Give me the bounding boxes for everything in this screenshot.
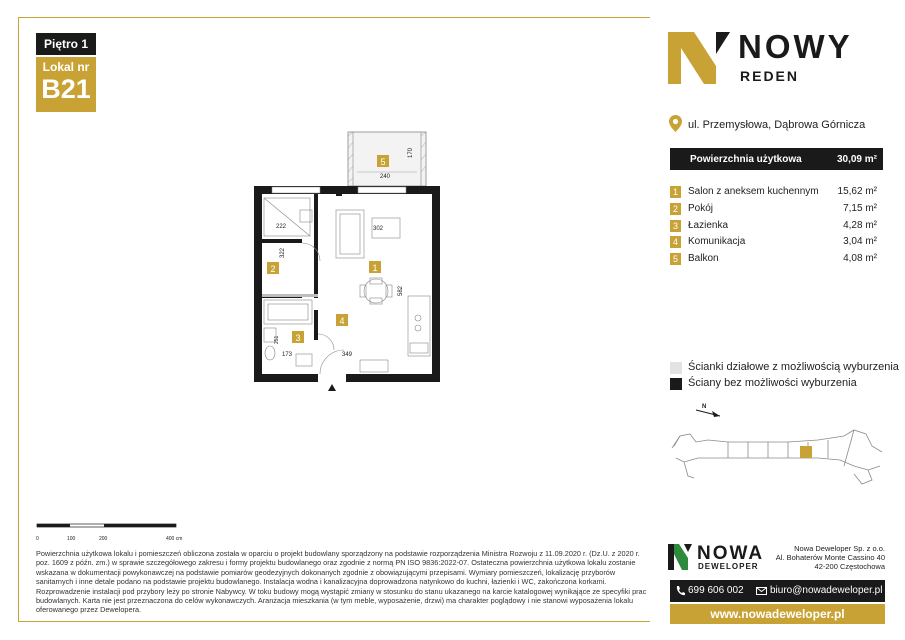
floor-plan	[250, 128, 450, 393]
footnote: Powierzchnia użytkowa lokalu i pomieszczeń obliczona została w oparciu o projekt budowlany sporządzony na podstawie rozporządzenia Ministra Rozwoju z 11.09.2020 r. (Dz.U. z 2020 r. poz. 1609 z późn. zm.) w sprawie szczegółowego zakresu i formy projektu budowlanego oraz zgodnie z normą PN ISO 9836:2022-07. Ostateczna powierzchnia użytkowa lokalu zostanie wskazana w dokumentacji powykonawczej na podstawie pomiarów geodezyjnych dokonanych zgodnie z obowiązującymi przepisami. Wymiary pomieszczeń, lokalizację przyborów sanitarnych i inne detale podano na podstawie projektu budowlanego. Instalacja wodna i kanalizacyjna doprowadzona natynkowo do kuchni, łazienki i WC, zakończona korkami. Rozprowadzenie instalacji pod przybory leży po stronie Nabywcy. W toku budowy mogą wystąpić zmiany w stosunku do stanu ukazanego na karcie katalogowej wynikające ze specyfiki prac budowlanych. Karta nie jest przeznaczona do celów wykonawczych. Aranżacja mieszkania (w tym meble, wyposażenie, drzwi) ma charakter poglądowy i nie stanowi wyposażenia lokalu oferowanego przez Dewelopera.	[36, 549, 647, 615]
hall-fixtures	[318, 334, 388, 374]
room-name: Balkon	[688, 253, 719, 264]
frame-top	[18, 17, 650, 18]
unit-label: Lokal nr	[42, 60, 90, 74]
dim-balcony-width: 240	[379, 174, 391, 180]
room-number: 3	[670, 220, 681, 232]
total-area-label: Powierzchnia użytkowa	[690, 154, 802, 165]
room-marker-2-label: 2	[270, 264, 276, 274]
legend-fixed-text: Ściany bez możliwości wyburzenia	[688, 377, 857, 389]
room-name: Łazienka	[688, 220, 729, 231]
room-number: 4	[670, 236, 681, 248]
dim-251: 251	[274, 335, 280, 344]
phone-icon	[676, 586, 685, 596]
room-name: Pokój	[688, 203, 714, 214]
room-area: 3,04 m²	[843, 236, 877, 247]
window	[358, 187, 406, 193]
dim-349: 349	[342, 352, 353, 358]
legend-removable-text: Ścianki działowe z możliwością wyburzenia	[688, 361, 899, 373]
brand-name-line2: REDEN	[740, 68, 800, 84]
total-area-value: 30,09 m²	[836, 154, 877, 165]
window	[272, 187, 320, 193]
room-number: 5	[670, 253, 681, 265]
company-city: 42-200 Częstochowa	[814, 562, 885, 571]
brand-name-line1: NOWY	[738, 28, 853, 65]
company-name: Nowa Deweloper Sp. z o.o.	[794, 544, 885, 553]
dim-222: 222	[276, 224, 287, 230]
room-area: 4,28 m²	[843, 220, 877, 231]
room-number: 2	[670, 203, 681, 215]
room-row	[670, 253, 883, 267]
frame-left	[18, 17, 19, 621]
room-name: Salon z aneksem kuchennym	[688, 186, 819, 197]
contact-bar	[670, 580, 885, 602]
room-row	[670, 186, 883, 200]
room-area: 4,08 m²	[843, 253, 877, 264]
unit-number: B21	[41, 74, 91, 104]
dim-302: 302	[373, 226, 384, 232]
site-map	[668, 400, 888, 490]
room-area: 7,15 m²	[843, 203, 877, 214]
legend-removable-swatch	[670, 362, 682, 374]
room-marker-3-label: 3	[295, 333, 301, 343]
nowa-deweloper-logo-icon	[668, 544, 692, 575]
dim-173: 173	[282, 352, 293, 358]
total-area-bar	[670, 148, 883, 170]
developer-logo-line2: DEWELOPER	[698, 562, 759, 571]
company-info	[768, 544, 885, 571]
location-pin-icon	[669, 115, 682, 137]
scale-label-100: 100	[67, 536, 76, 542]
building-outline	[672, 430, 882, 484]
company-street: Al. Bohaterów Monte Cassino 40	[775, 553, 885, 562]
unit-tag	[36, 57, 96, 112]
room-row	[670, 236, 883, 250]
room-row	[670, 203, 883, 217]
scale-bar	[36, 522, 186, 544]
developer-logo-line1: NOWA	[697, 543, 765, 564]
address: ul. Przemysłowa, Dąbrowa Górnicza	[688, 119, 866, 131]
room-2-furniture	[264, 198, 320, 261]
partition	[262, 294, 318, 297]
email-link[interactable]: biuro@nowadeweloper.pl	[770, 585, 883, 596]
entrance-arrow-icon	[328, 384, 336, 391]
scale-label-400: 400 cm	[166, 536, 183, 542]
room-row	[670, 220, 883, 234]
scale-label-200: 200	[99, 536, 108, 542]
phone-link[interactable]: 699 606 002	[688, 585, 744, 596]
frame-bottom	[18, 621, 650, 622]
dim-322: 322	[280, 247, 286, 258]
room-marker-4-label: 4	[339, 316, 345, 326]
nowy-reden-logo-icon	[668, 32, 730, 89]
room-number: 1	[670, 186, 681, 198]
dim-582: 582	[398, 285, 404, 296]
legend-fixed-swatch	[670, 378, 682, 390]
room-area: 15,62 m²	[837, 186, 877, 197]
room-name: Komunikacja	[688, 236, 746, 247]
compass-icon	[696, 404, 720, 417]
dim-balcony-height: 170	[408, 147, 414, 158]
unit-highlight	[800, 446, 812, 458]
room-marker-5-label: 5	[380, 157, 386, 167]
compass-label: N	[702, 404, 707, 410]
floor-tag: Piętro 1	[36, 33, 96, 55]
scale-label-0: 0	[36, 536, 39, 542]
room-marker-1-label: 1	[372, 263, 378, 273]
envelope-icon	[756, 587, 767, 595]
website-link[interactable]: www.nowadeweloper.pl	[670, 604, 885, 624]
